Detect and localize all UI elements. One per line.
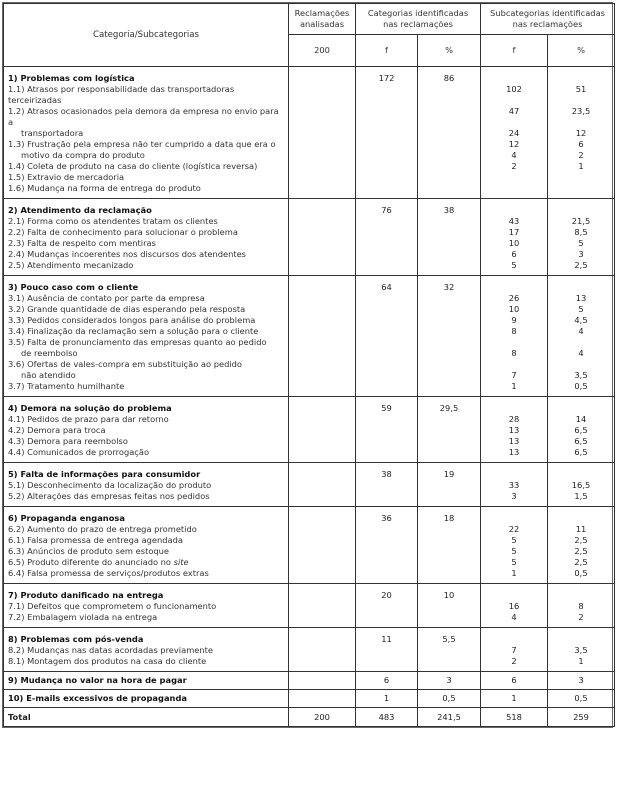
- category-pct: 19: [418, 463, 481, 507]
- category-pct: 5,5: [418, 628, 481, 672]
- subcategory-label: 3.6) Ofertas de vales-compra em substituição ao pedido: [8, 359, 242, 369]
- reclamacoes-cell: [289, 199, 356, 276]
- header-reclamacoes: Reclamações analisadas: [289, 4, 356, 35]
- subcategory-pct: 5: [578, 304, 584, 314]
- subcategory-f: 7: [511, 370, 517, 380]
- header-category: Categoria/Subcategorias: [4, 4, 289, 67]
- category-title: 9) Mudança no valor na hora de pagar: [4, 672, 289, 690]
- subcategory-label: 4.2) Demora para troca: [8, 425, 106, 435]
- subcategory-pct: 13: [575, 293, 587, 303]
- value-sub-f: 1: [481, 690, 548, 708]
- subcategory-pct: 3,5: [574, 370, 588, 380]
- subcategory-f: 17: [508, 227, 520, 237]
- subcategory-pct: 2,5: [574, 535, 588, 545]
- subcategory-label: 7.1) Defeitos que comprometem o funcionamento: [8, 601, 217, 611]
- subcategory-pct: 3,5: [574, 645, 588, 655]
- subcategory-pct: 4: [578, 326, 584, 336]
- value-pct: 0,5: [418, 690, 481, 708]
- category-row: [4, 507, 615, 584]
- header-reclamacoes-value: 200: [289, 35, 356, 67]
- subcategory-label: 8.2) Mudanças nas datas acordadas previamente: [8, 645, 214, 655]
- subcategory-f: 5: [511, 546, 517, 556]
- reclamacoes-cell: [289, 507, 356, 584]
- category-row: [4, 276, 615, 397]
- subcategory-pct: 23,5: [571, 106, 591, 116]
- spacer: [548, 634, 614, 645]
- header-cat-f: f: [356, 35, 418, 67]
- subcategory-f: 4: [511, 150, 517, 160]
- reclamacoes-cell: [289, 463, 356, 507]
- spacer: [548, 117, 614, 128]
- subcategory-label: 5.2) Alterações das empresas feitas nos pedidos: [8, 491, 210, 501]
- spacer: [548, 403, 614, 414]
- subcategory-label: de reembolso: [21, 348, 78, 358]
- category-f: 76: [356, 199, 418, 276]
- header-cat-pct: %: [418, 35, 481, 67]
- category-title: 10) E-mails excessivos de propaganda: [4, 690, 289, 708]
- category-cell: [4, 628, 289, 672]
- category-f: 64: [356, 276, 418, 397]
- header-sub-pct: %: [548, 35, 615, 67]
- reclamacoes-cell: [289, 67, 356, 199]
- subcategory-pct-cell: [548, 397, 615, 463]
- category-cell: [4, 463, 289, 507]
- category-cell: [4, 397, 289, 463]
- subcategory-f-cell: [481, 584, 548, 628]
- subcategory-label: 6.5) Produto diferente do anunciado no site: [8, 557, 189, 567]
- value-pct: 3: [418, 672, 481, 690]
- spacer: [481, 95, 547, 106]
- total-reclamacoes: 200: [289, 708, 356, 727]
- subcategory-label: 1.3) Frustração pela empresa não ter cumprido a data que era o: [8, 139, 276, 149]
- category-f: 172: [356, 67, 418, 199]
- category-title: 1) Problemas com logística: [8, 73, 135, 83]
- total-label: Total: [4, 708, 289, 727]
- subcategory-f: 5: [511, 535, 517, 545]
- subcategory-pct: 4: [578, 348, 584, 358]
- subcategory-pct: 4,5: [574, 315, 588, 325]
- spacer: [481, 205, 547, 216]
- spacer: [481, 73, 547, 84]
- category-cell: [4, 67, 289, 199]
- subcategory-pct-cell: [548, 463, 615, 507]
- subcategory-label: 1.5) Extravio de mercadoria: [8, 172, 125, 182]
- subcategory-pct-cell: [548, 67, 615, 199]
- subcategory-pct: 6,5: [574, 425, 588, 435]
- subcategory-f: 16: [508, 601, 520, 611]
- subcategory-f-cell: [481, 628, 548, 672]
- value-f: 1: [356, 690, 418, 708]
- subcategory-f: 33: [508, 480, 520, 490]
- subcategory-pct: 2: [578, 612, 584, 622]
- spacer: [481, 634, 547, 645]
- subcategory-f: 28: [508, 414, 520, 424]
- total-pct: 241,5: [418, 708, 481, 727]
- subcategory-label: 2.4) Mudanças incoerentes nos discursos dos atendentes: [8, 249, 247, 259]
- value-sub-pct: 0,5: [548, 690, 615, 708]
- subcategory-label: 3.2) Grande quantidade de dias esperando pela resposta: [8, 304, 246, 314]
- category-row: [4, 463, 615, 507]
- subcategory-label: 2.1) Forma como os atendentes tratam os clientes: [8, 216, 218, 226]
- category-title: 2) Atendimento da reclamação: [8, 205, 152, 215]
- subcategory-label: 3.1) Ausência de contato por parte da empresa: [8, 293, 205, 303]
- category-title: 7) Produto danificado na entrega: [8, 590, 164, 600]
- subcategory-f: 47: [508, 106, 520, 116]
- total-row: [4, 708, 615, 727]
- value-f: 6: [356, 672, 418, 690]
- category-pct: 86: [418, 67, 481, 199]
- subcategory-pct: 3: [578, 249, 584, 259]
- subcategory-label: 6.4) Falsa promessa de serviços/produtos extras: [8, 568, 209, 578]
- subcategory-pct: 2,5: [574, 546, 588, 556]
- subcategory-f: 3: [511, 491, 517, 501]
- subcategory-f: 10: [508, 238, 520, 248]
- category-cell: [4, 507, 289, 584]
- category-pct: 32: [418, 276, 481, 397]
- subcategory-pct: 21,5: [571, 216, 591, 226]
- subcategory-label: 3.5) Falta de pronunciamento das empresas quanto ao pedido: [8, 337, 267, 347]
- subcategory-label: transportadora: [21, 128, 84, 138]
- category-title: 5) Falta de informações para consumidor: [8, 469, 201, 479]
- category-pct: 38: [418, 199, 481, 276]
- subcategory-pct-cell: [548, 199, 615, 276]
- subcategory-label: 3.4) Finalização da reclamação sem a solução para o cliente: [8, 326, 259, 336]
- subcategory-f: 5: [511, 557, 517, 567]
- subcategory-f: 24: [508, 128, 520, 138]
- total-sub-pct: 259: [548, 708, 615, 727]
- subcategory-pct-cell: [548, 276, 615, 397]
- value-sub-f: 6: [481, 672, 548, 690]
- subcategory-f: 26: [508, 293, 520, 303]
- category-title: 8) Problemas com pós-venda: [8, 634, 144, 644]
- reclamacoes-cell: [289, 584, 356, 628]
- complaints-table: [2, 2, 613, 728]
- spacer: [548, 513, 614, 524]
- header-sub-f: f: [481, 35, 548, 67]
- category-row: [4, 67, 615, 199]
- category-cell: [4, 199, 289, 276]
- reclamacoes-cell: [289, 397, 356, 463]
- subcategory-f: 1: [511, 381, 517, 391]
- subcategory-pct: 2,5: [574, 557, 588, 567]
- subcategory-f: 9: [511, 315, 517, 325]
- spacer: [481, 590, 547, 601]
- subcategory-label: 2.5) Atendimento mecanizado: [8, 260, 134, 270]
- subcategory-f-cell: [481, 276, 548, 397]
- subcategory-f: 2: [511, 161, 517, 171]
- subcategory-label: 7.2) Embalagem violada na entrega: [8, 612, 158, 622]
- subcategory-f: 2: [511, 656, 517, 666]
- subcategory-label: 5.1) Desconhecimento da localização do produto: [8, 480, 212, 490]
- subcategory-pct: 12: [575, 128, 587, 138]
- subcategory-pct: 2: [578, 150, 584, 160]
- subcategory-f: 8: [511, 326, 517, 336]
- subcategory-label: 2.2) Falta de conhecimento para solucionar o problema: [8, 227, 238, 237]
- subcategory-f-cell: [481, 67, 548, 199]
- subcategory-label: 8.1) Montagem dos produtos na casa do cliente: [8, 656, 207, 666]
- category-cell: [4, 276, 289, 397]
- subcategory-label: 6.2) Aumento do prazo de entrega prometido: [8, 524, 197, 534]
- subcategory-label: 4.3) Demora para reembolso: [8, 436, 128, 446]
- subcategory-pct: 6,5: [574, 436, 588, 446]
- subcategory-pct: 8: [578, 601, 584, 611]
- subcategory-label: 3.3) Pedidos considerados longos para análise do problema: [8, 315, 256, 325]
- subcategory-pct: 5: [578, 238, 584, 248]
- subcategory-f-cell: [481, 199, 548, 276]
- subcategory-f: 22: [508, 524, 520, 534]
- spacer: [548, 469, 614, 480]
- category-f: 38: [356, 463, 418, 507]
- spacer: [481, 403, 547, 414]
- category-title: 4) Demora na solução do problema: [8, 403, 172, 413]
- subcategory-pct: 8,5: [574, 227, 588, 237]
- subcategory-f: 13: [508, 425, 520, 435]
- spacer: [481, 469, 547, 480]
- category-row-single: [4, 672, 615, 690]
- subcategory-f: 13: [508, 436, 520, 446]
- subcategory-label: 1.4) Coleta de produto na casa do cliente (logística reversa): [8, 161, 258, 171]
- subcategory-f: 12: [508, 139, 520, 149]
- subcategory-pct: 1: [578, 656, 584, 666]
- subcategory-pct-cell: [548, 628, 615, 672]
- subcategory-label: 4.4) Comunicados de prorrogação: [8, 447, 150, 457]
- category-f: 11: [356, 628, 418, 672]
- category-title: 3) Pouco caso com o cliente: [8, 282, 139, 292]
- subcategory-f: 4: [511, 612, 517, 622]
- subcategory-f: 1: [511, 568, 517, 578]
- category-f: 20: [356, 584, 418, 628]
- subcategory-f: 8: [511, 348, 517, 358]
- subcategory-pct-cell: [548, 507, 615, 584]
- spacer: [481, 337, 547, 348]
- subcategory-pct: 0,5: [574, 568, 588, 578]
- category-cell: [4, 584, 289, 628]
- category-title: 6) Propaganda enganosa: [8, 513, 125, 523]
- subcategory-label: 2.3) Falta de respeito com mentiras: [8, 238, 156, 248]
- reclamacoes-cell: [289, 628, 356, 672]
- category-row-single: [4, 690, 615, 708]
- spacer: [548, 359, 614, 370]
- subcategory-label: 1.6) Mudança na forma de entrega do produto: [8, 183, 201, 193]
- subcategory-pct: 6: [578, 139, 584, 149]
- category-pct: 29,5: [418, 397, 481, 463]
- category-row: [4, 397, 615, 463]
- subcategory-label: não atendido: [21, 370, 76, 380]
- subcategory-pct: 2,5: [574, 260, 588, 270]
- header-categorias: Categorias identificadas nas reclamações: [356, 4, 481, 35]
- subcategory-f: 102: [506, 84, 522, 94]
- header-subcategorias: Subcategorias identificadas nas reclamações: [481, 4, 615, 35]
- spacer: [481, 282, 547, 293]
- subcategory-f: 6: [511, 249, 517, 259]
- subcategory-pct: 51: [575, 84, 587, 94]
- category-pct: 18: [418, 507, 481, 584]
- spacer: [548, 95, 614, 106]
- subcategory-f-cell: [481, 507, 548, 584]
- subcategory-label: 3.7) Tratamento humilhante: [8, 381, 125, 391]
- subcategory-f: 5: [511, 260, 517, 270]
- spacer: [481, 117, 547, 128]
- subcategory-pct: 1: [578, 161, 584, 171]
- spacer: [481, 359, 547, 370]
- subcategory-label: 1.1) Atrasos por responsabilidade das transportadoras terceirizadas: [8, 84, 235, 105]
- subcategory-pct: 1,5: [574, 491, 588, 501]
- category-pct: 10: [418, 584, 481, 628]
- spacer: [548, 282, 614, 293]
- subcategory-label: 1.2) Atrasos ocasionados pela demora da empresa no envio para a: [8, 106, 279, 127]
- subcategory-f: 10: [508, 304, 520, 314]
- subcategory-f-cell: [481, 463, 548, 507]
- value-sub-pct: 3: [548, 672, 615, 690]
- total-sub-f: 518: [481, 708, 548, 727]
- spacer: [548, 337, 614, 348]
- subcategory-pct: 16,5: [571, 480, 591, 490]
- subcategory-pct: 11: [575, 524, 587, 534]
- subcategory-f: 13: [508, 447, 520, 457]
- reclamacoes-cell: [289, 672, 356, 690]
- subcategory-pct-cell: [548, 584, 615, 628]
- subcategory-pct: 0,5: [574, 381, 588, 391]
- italic-term: site: [173, 557, 189, 567]
- subcategory-pct: 14: [575, 414, 587, 424]
- spacer: [548, 73, 614, 84]
- category-row: [4, 628, 615, 672]
- category-row: [4, 584, 615, 628]
- reclamacoes-cell: [289, 690, 356, 708]
- category-row: [4, 199, 615, 276]
- spacer: [548, 205, 614, 216]
- spacer: [481, 513, 547, 524]
- category-f: 36: [356, 507, 418, 584]
- subcategory-label: 4.1) Pedidos de prazo para dar retorno: [8, 414, 169, 424]
- subcategory-label: motivo da compra do produto: [21, 150, 145, 160]
- spacer: [548, 590, 614, 601]
- subcategory-label: 6.3) Anúncios de produto sem estoque: [8, 546, 170, 556]
- subcategory-label: 6.1) Falsa promessa de entrega agendada: [8, 535, 183, 545]
- reclamacoes-cell: [289, 276, 356, 397]
- subcategory-f: 43: [508, 216, 520, 226]
- category-f: 59: [356, 397, 418, 463]
- total-f: 483: [356, 708, 418, 727]
- subcategory-pct: 6,5: [574, 447, 588, 457]
- subcategory-f: 7: [511, 645, 517, 655]
- subcategory-f-cell: [481, 397, 548, 463]
